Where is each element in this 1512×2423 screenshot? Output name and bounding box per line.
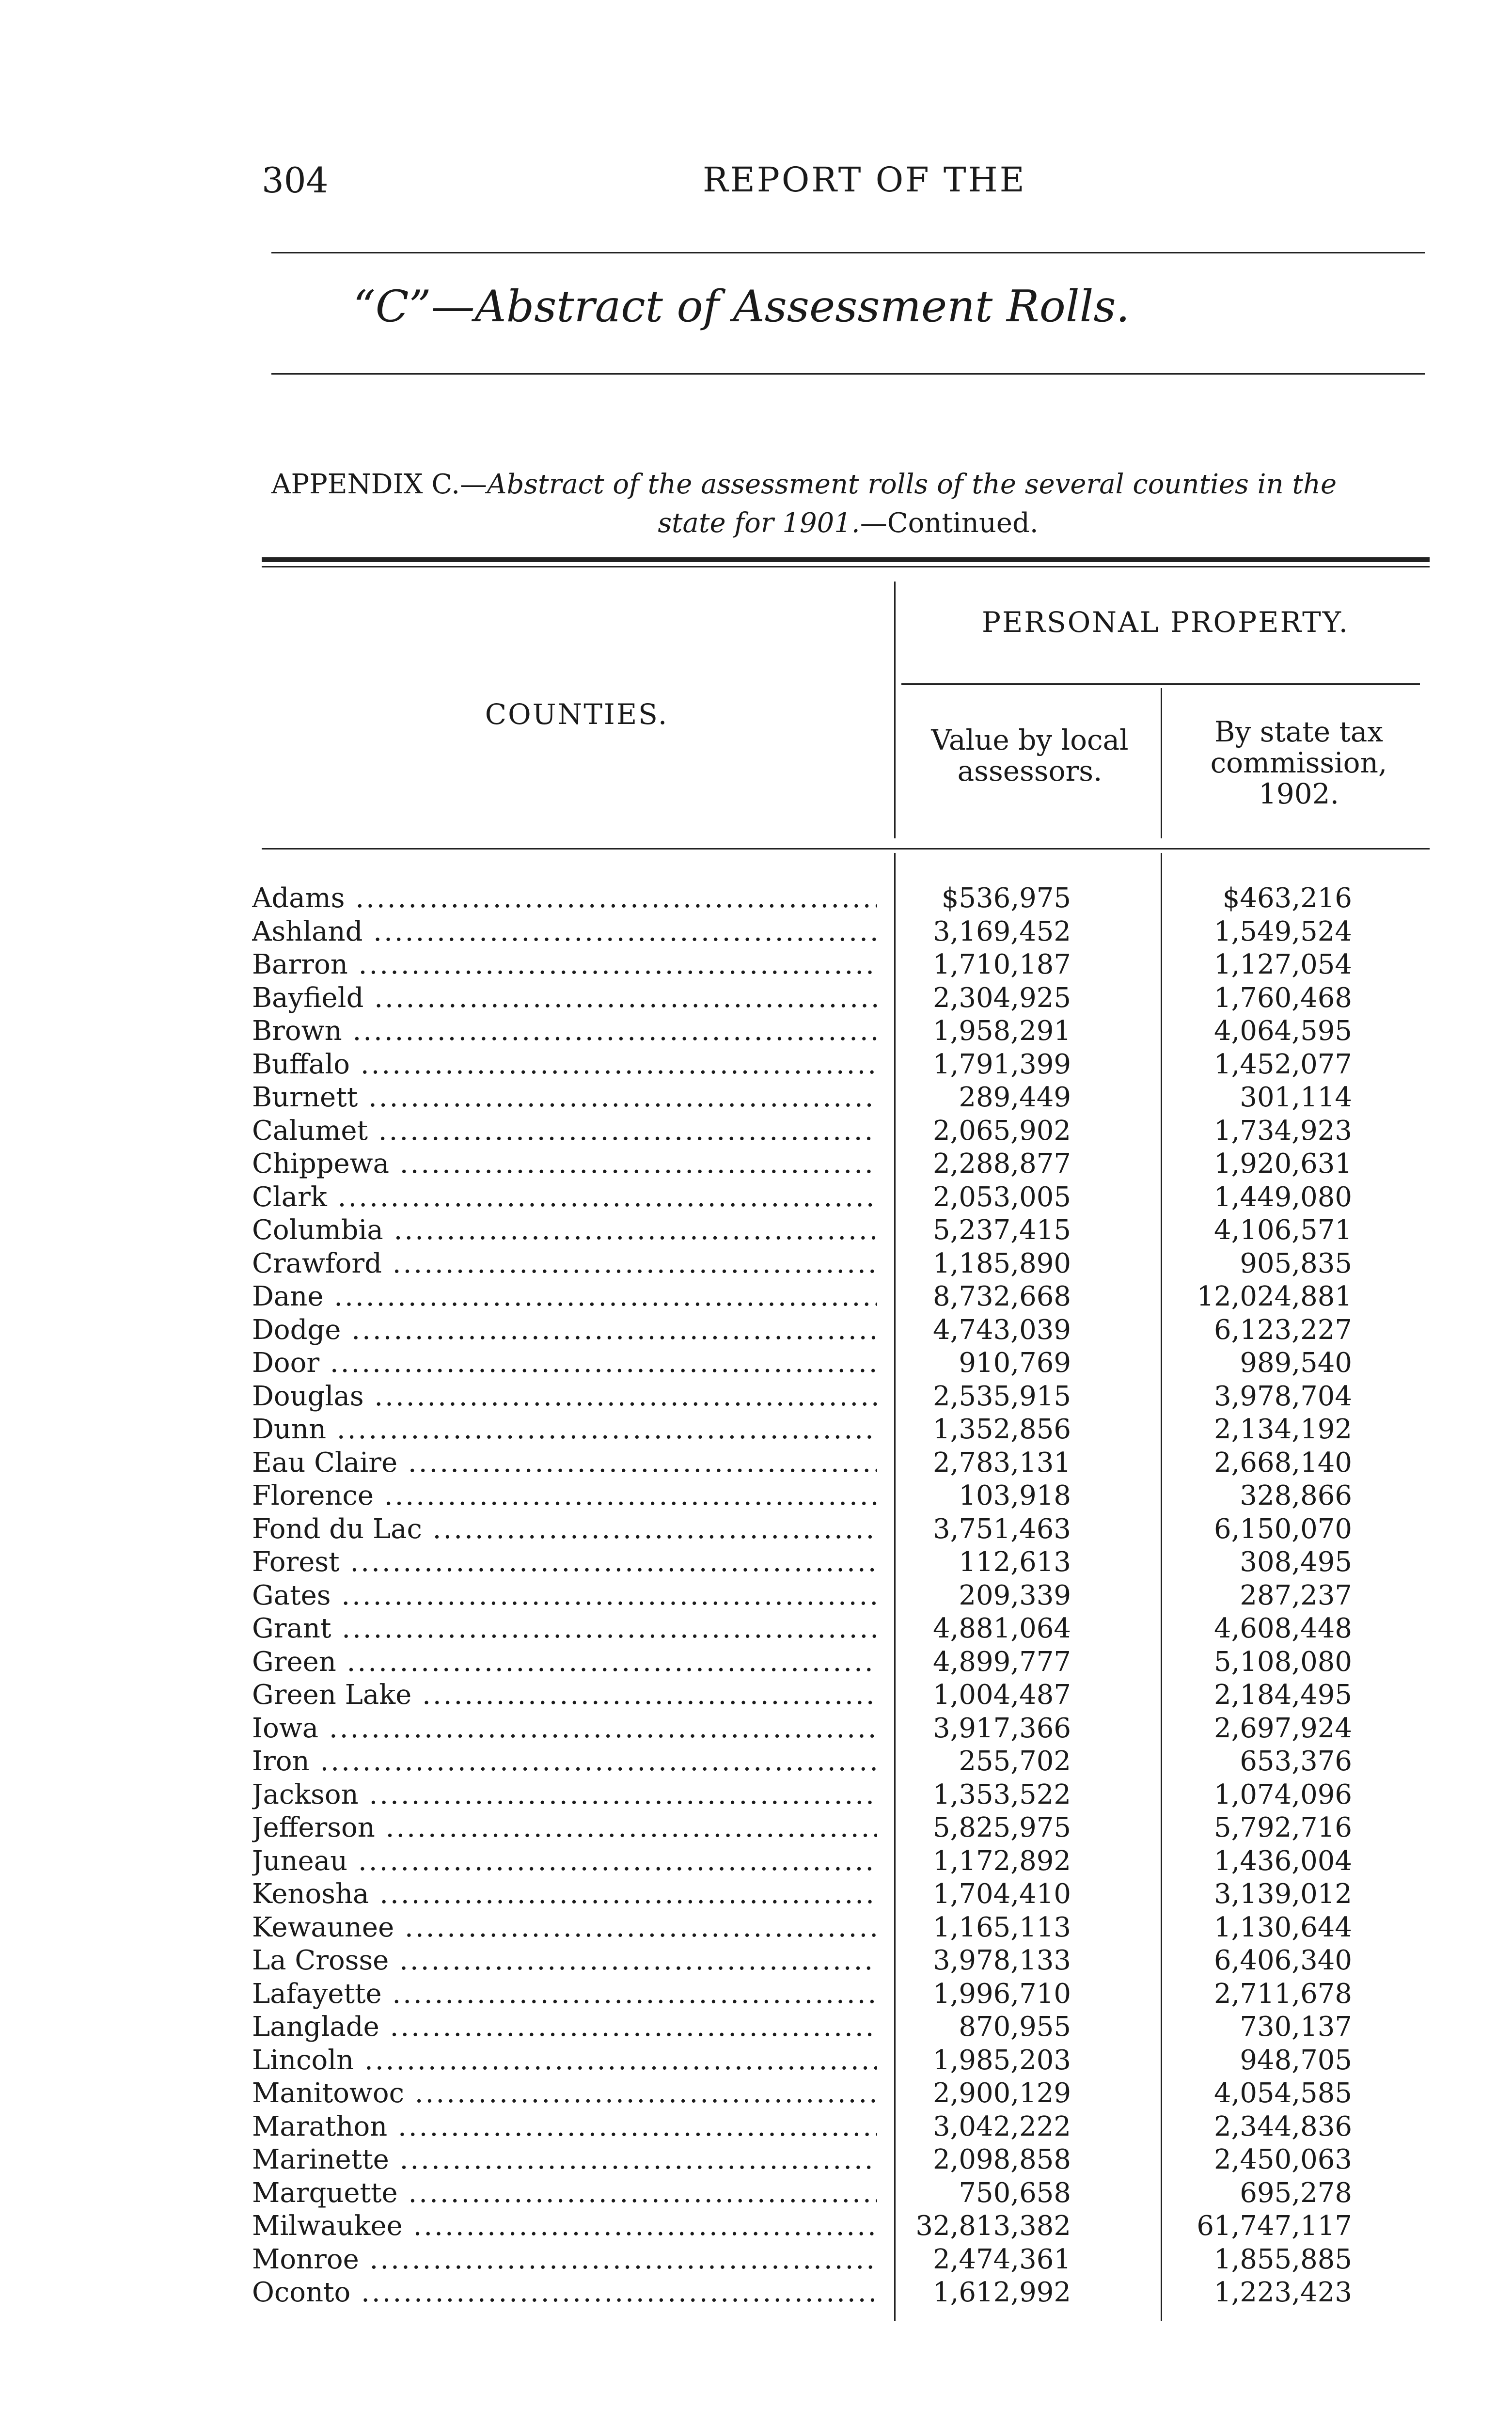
value-local-assessors: 3,751,463 — [932, 1513, 1071, 1545]
value-local-assessors: 2,900,129 — [932, 2077, 1071, 2109]
running-head: REPORT OF THE — [703, 160, 1026, 200]
value-local-assessors: 1,958,291 — [932, 1015, 1071, 1047]
value-state-commission: 1,223,423 — [1213, 2277, 1352, 2308]
value-local-assessors: 1,172,892 — [932, 1845, 1071, 1877]
value-local-assessors: 1,704,410 — [932, 1878, 1071, 1910]
title-bottom-rule — [271, 373, 1425, 375]
value-state-commission: 3,978,704 — [1213, 1380, 1352, 1412]
table-row — [252, 2243, 1386, 2277]
value-local-assessors: 1,353,522 — [932, 1778, 1071, 1810]
table-row — [252, 1447, 1386, 1480]
table-row — [252, 1978, 1386, 2011]
county-name: Brown ..... — [252, 1015, 877, 1048]
table-row — [252, 1048, 1386, 1082]
value-local-assessors: 2,304,925 — [932, 982, 1071, 1014]
value-local-assessors: 2,053,005 — [932, 1181, 1071, 1213]
county-name: Gates ..... — [252, 1579, 877, 1612]
table-top-rule-thick — [262, 557, 1430, 562]
value-state-commission: 4,054,585 — [1213, 2077, 1352, 2109]
table-row — [252, 2044, 1386, 2077]
county-name: Lafayette ..... — [252, 1978, 877, 2011]
table-row — [252, 882, 1386, 915]
value-local-assessors: 2,535,915 — [932, 1380, 1071, 1412]
value-local-assessors: 3,042,222 — [932, 2110, 1071, 2142]
county-name: Kewaunee ..... — [252, 1911, 877, 1944]
table-row — [252, 1944, 1386, 1978]
table-row — [252, 1347, 1386, 1380]
county-name: Milwaukee ..... — [252, 2210, 877, 2243]
value-state-commission: 2,184,495 — [1213, 1679, 1352, 1711]
value-state-commission: 1,074,096 — [1213, 1778, 1352, 1810]
value-state-commission: 4,106,571 — [1213, 1214, 1352, 1246]
county-name: Iowa ..... — [252, 1712, 877, 1745]
county-name: Forest ..... — [252, 1546, 877, 1579]
table-row — [252, 915, 1386, 949]
county-name: Dane ..... — [252, 1280, 877, 1313]
value-local-assessors: 870,955 — [959, 2011, 1071, 2043]
value-local-assessors: 4,899,777 — [932, 1646, 1071, 1678]
value-state-commission: 61,747,117 — [1197, 2210, 1352, 2242]
county-name: Chippewa ..... — [252, 1148, 877, 1180]
value-local-assessors: 112,613 — [959, 1546, 1071, 1578]
value-local-assessors: 4,743,039 — [932, 1314, 1071, 1346]
value-state-commission: 1,760,468 — [1213, 982, 1352, 1014]
column-header-local — [901, 724, 1158, 787]
county-name: Kenosha ..... — [252, 1878, 877, 1911]
table-row — [252, 982, 1386, 1015]
county-name: Bayfield ..... — [252, 982, 877, 1015]
county-name: Marathon ..... — [252, 2110, 877, 2143]
table-row — [252, 1081, 1386, 1115]
county-name: Douglas ..... — [252, 1380, 877, 1413]
appendix-text-2: state for 1901. — [658, 507, 860, 539]
column-header-state-line3: 1902. — [1258, 777, 1339, 810]
counties-header: COUNTIES. — [485, 698, 669, 731]
table-row — [252, 2077, 1386, 2110]
value-state-commission: 12,024,881 — [1197, 1281, 1352, 1312]
table-row — [252, 2177, 1386, 2210]
table-row — [252, 1115, 1386, 1148]
column-header-local-line1: Value by local — [931, 724, 1129, 756]
value-local-assessors: 1,710,187 — [932, 949, 1071, 980]
county-name: Eau Claire ..... — [252, 1447, 877, 1479]
value-state-commission: 1,449,080 — [1213, 1181, 1352, 1213]
county-name: Manitowoc ..... — [252, 2077, 877, 2110]
value-local-assessors: 1,985,203 — [932, 2044, 1071, 2076]
county-name: Ashland ..... — [252, 915, 877, 948]
county-name: Adams ..... — [252, 882, 877, 915]
value-local-assessors: 3,169,452 — [932, 915, 1071, 947]
county-name: Green ..... — [252, 1646, 877, 1679]
county-name: Green Lake ..... — [252, 1679, 877, 1712]
table-row — [252, 1845, 1386, 1878]
table-row — [252, 2143, 1386, 2177]
table-row — [252, 1280, 1386, 1314]
appendix-label: APPENDIX C.— — [271, 469, 488, 500]
value-local-assessors: $536,975 — [941, 882, 1071, 914]
table-row — [252, 1513, 1386, 1546]
county-name: Lincoln ..... — [252, 2044, 877, 2077]
value-local-assessors: 5,237,415 — [932, 1214, 1071, 1246]
value-local-assessors: 1,352,856 — [932, 1414, 1071, 1445]
table-row — [252, 1247, 1386, 1281]
table-row — [252, 1646, 1386, 1679]
value-local-assessors: 1,612,992 — [932, 2277, 1071, 2308]
value-state-commission: 1,130,644 — [1213, 1911, 1352, 1943]
table-row — [252, 1314, 1386, 1347]
table-row — [252, 1878, 1386, 1911]
personal-property-rule — [901, 683, 1420, 685]
value-state-commission: 2,450,063 — [1213, 2144, 1352, 2175]
table-body — [252, 882, 1386, 2310]
page-number: 304 — [262, 160, 329, 201]
table-row — [252, 2210, 1386, 2243]
column-header-state-line2: commission, — [1210, 746, 1387, 779]
county-name: Oconto ..... — [252, 2276, 877, 2309]
value-state-commission: 695,278 — [1240, 2177, 1352, 2209]
county-name: Monroe ..... — [252, 2243, 877, 2276]
county-name: Burnett ..... — [252, 1081, 877, 1114]
value-local-assessors: 209,339 — [959, 1579, 1071, 1611]
county-name: Iron ..... — [252, 1745, 877, 1778]
value-state-commission: 3,139,012 — [1213, 1878, 1352, 1910]
table-row — [252, 1015, 1386, 1048]
value-state-commission: 328,866 — [1240, 1480, 1352, 1511]
value-local-assessors: 1,165,113 — [932, 1911, 1071, 1943]
table-row — [252, 1181, 1386, 1214]
value-state-commission: 2,711,678 — [1213, 1978, 1352, 2010]
value-local-assessors: 2,288,877 — [932, 1148, 1071, 1180]
value-local-assessors: 3,917,366 — [932, 1712, 1071, 1744]
value-state-commission: 905,835 — [1240, 1247, 1352, 1279]
county-name: Barron ..... — [252, 948, 877, 981]
value-local-assessors: 2,474,361 — [932, 2243, 1071, 2275]
county-name: Dunn ..... — [252, 1413, 877, 1446]
county-name: Door ..... — [252, 1347, 877, 1380]
value-local-assessors: 103,918 — [959, 1480, 1071, 1511]
value-state-commission: 308,495 — [1240, 1546, 1352, 1578]
header-divider-columns — [1161, 688, 1162, 838]
value-state-commission: 1,855,885 — [1213, 2243, 1352, 2275]
table-top-rule-thin — [262, 566, 1430, 567]
table-row — [252, 2011, 1386, 2044]
value-local-assessors: 2,098,858 — [932, 2144, 1071, 2175]
value-state-commission: 1,127,054 — [1213, 949, 1352, 980]
value-state-commission: 6,123,227 — [1213, 1314, 1352, 1346]
value-state-commission: 2,344,836 — [1213, 2110, 1352, 2142]
county-name: Marinette ..... — [252, 2143, 877, 2176]
value-state-commission: 989,540 — [1240, 1347, 1352, 1379]
appendix-line-2 — [271, 504, 1425, 543]
value-state-commission: 4,064,595 — [1213, 1015, 1352, 1047]
section-title: “C”—Abstract of Assessment Rolls. — [353, 281, 1130, 332]
value-local-assessors: 2,065,902 — [932, 1115, 1071, 1147]
value-state-commission: 5,108,080 — [1213, 1646, 1352, 1678]
value-local-assessors: 4,881,064 — [932, 1613, 1071, 1644]
table-row — [252, 1479, 1386, 1513]
county-name: Langlade ..... — [252, 2011, 877, 2044]
county-name: Calumet ..... — [252, 1115, 877, 1148]
column-header-local-line2: assessors. — [957, 755, 1102, 787]
value-local-assessors: 750,658 — [959, 2177, 1071, 2209]
county-name: Marquette ..... — [252, 2177, 877, 2210]
header-divider-counties — [894, 582, 896, 838]
value-state-commission: 1,920,631 — [1213, 1148, 1352, 1180]
table-row — [252, 1546, 1386, 1579]
county-name: Jackson ..... — [252, 1778, 877, 1811]
table-row — [252, 1612, 1386, 1646]
table-row — [252, 948, 1386, 982]
table-row — [252, 1679, 1386, 1712]
column-header-state-line1: By state tax — [1214, 715, 1384, 748]
value-local-assessors: 3,978,133 — [932, 1945, 1071, 1976]
table-row — [252, 2276, 1386, 2310]
county-name: Jefferson ..... — [252, 1811, 877, 1844]
value-state-commission: 2,697,924 — [1213, 1712, 1352, 1744]
title-top-rule — [271, 252, 1425, 253]
value-local-assessors: 1,996,710 — [932, 1978, 1071, 2010]
appendix-caption — [271, 465, 1425, 543]
value-state-commission: 653,376 — [1240, 1746, 1352, 1777]
value-local-assessors: 255,702 — [959, 1746, 1071, 1777]
appendix-continued: —Continued. — [860, 507, 1039, 539]
value-state-commission: 1,452,077 — [1213, 1048, 1352, 1080]
value-state-commission: 4,608,448 — [1213, 1613, 1352, 1644]
value-state-commission: 2,134,192 — [1213, 1414, 1352, 1445]
value-local-assessors: 289,449 — [959, 1082, 1071, 1113]
value-state-commission: 730,137 — [1240, 2011, 1352, 2043]
value-state-commission: 948,705 — [1240, 2044, 1352, 2076]
value-state-commission: $463,216 — [1222, 882, 1352, 914]
value-local-assessors: 8,732,668 — [932, 1281, 1071, 1312]
value-state-commission: 287,237 — [1240, 1579, 1352, 1611]
value-state-commission: 301,114 — [1240, 1082, 1352, 1113]
appendix-text-1: Abstract of the assessment rolls of the several counties in the — [487, 469, 1337, 500]
table-row — [252, 1214, 1386, 1247]
county-name: Buffalo ..... — [252, 1048, 877, 1081]
table-row — [252, 2110, 1386, 2144]
county-name: Dodge ..... — [252, 1314, 877, 1347]
column-header-state — [1168, 716, 1430, 809]
value-local-assessors: 1,004,487 — [932, 1679, 1071, 1711]
value-state-commission: 6,406,340 — [1213, 1945, 1352, 1976]
value-state-commission: 1,436,004 — [1213, 1845, 1352, 1877]
value-state-commission: 6,150,070 — [1213, 1513, 1352, 1545]
appendix-line-1 — [271, 465, 1425, 504]
table-row — [252, 1911, 1386, 1945]
value-state-commission: 2,668,140 — [1213, 1447, 1352, 1479]
county-name: Columbia ..... — [252, 1214, 877, 1247]
value-local-assessors: 32,813,382 — [915, 2210, 1071, 2242]
table-row — [252, 1811, 1386, 1845]
value-local-assessors: 5,825,975 — [932, 1812, 1071, 1843]
value-state-commission: 5,792,716 — [1213, 1812, 1352, 1843]
county-name: Crawford ..... — [252, 1247, 877, 1280]
value-state-commission: 1,734,923 — [1213, 1115, 1352, 1147]
header-bottom-rule — [262, 848, 1430, 850]
value-local-assessors: 910,769 — [959, 1347, 1071, 1379]
value-local-assessors: 2,783,131 — [932, 1447, 1071, 1479]
value-local-assessors: 1,791,399 — [932, 1048, 1071, 1080]
personal-property-header: PERSONAL PROPERTY. — [981, 606, 1350, 639]
county-name: Grant ..... — [252, 1612, 877, 1645]
table-row — [252, 1148, 1386, 1181]
table-row — [252, 1413, 1386, 1447]
table-row — [252, 1579, 1386, 1613]
county-name: La Crosse ..... — [252, 1944, 877, 1977]
county-name: Fond du Lac ..... — [252, 1513, 877, 1546]
table-row — [252, 1778, 1386, 1812]
county-name: Clark ..... — [252, 1181, 877, 1214]
table-row — [252, 1380, 1386, 1414]
table-row — [252, 1712, 1386, 1746]
county-name: Juneau ..... — [252, 1845, 877, 1878]
value-local-assessors: 1,185,890 — [932, 1247, 1071, 1279]
table-row — [252, 1745, 1386, 1778]
value-state-commission: 1,549,524 — [1213, 915, 1352, 947]
county-name: Florence ..... — [252, 1479, 877, 1512]
